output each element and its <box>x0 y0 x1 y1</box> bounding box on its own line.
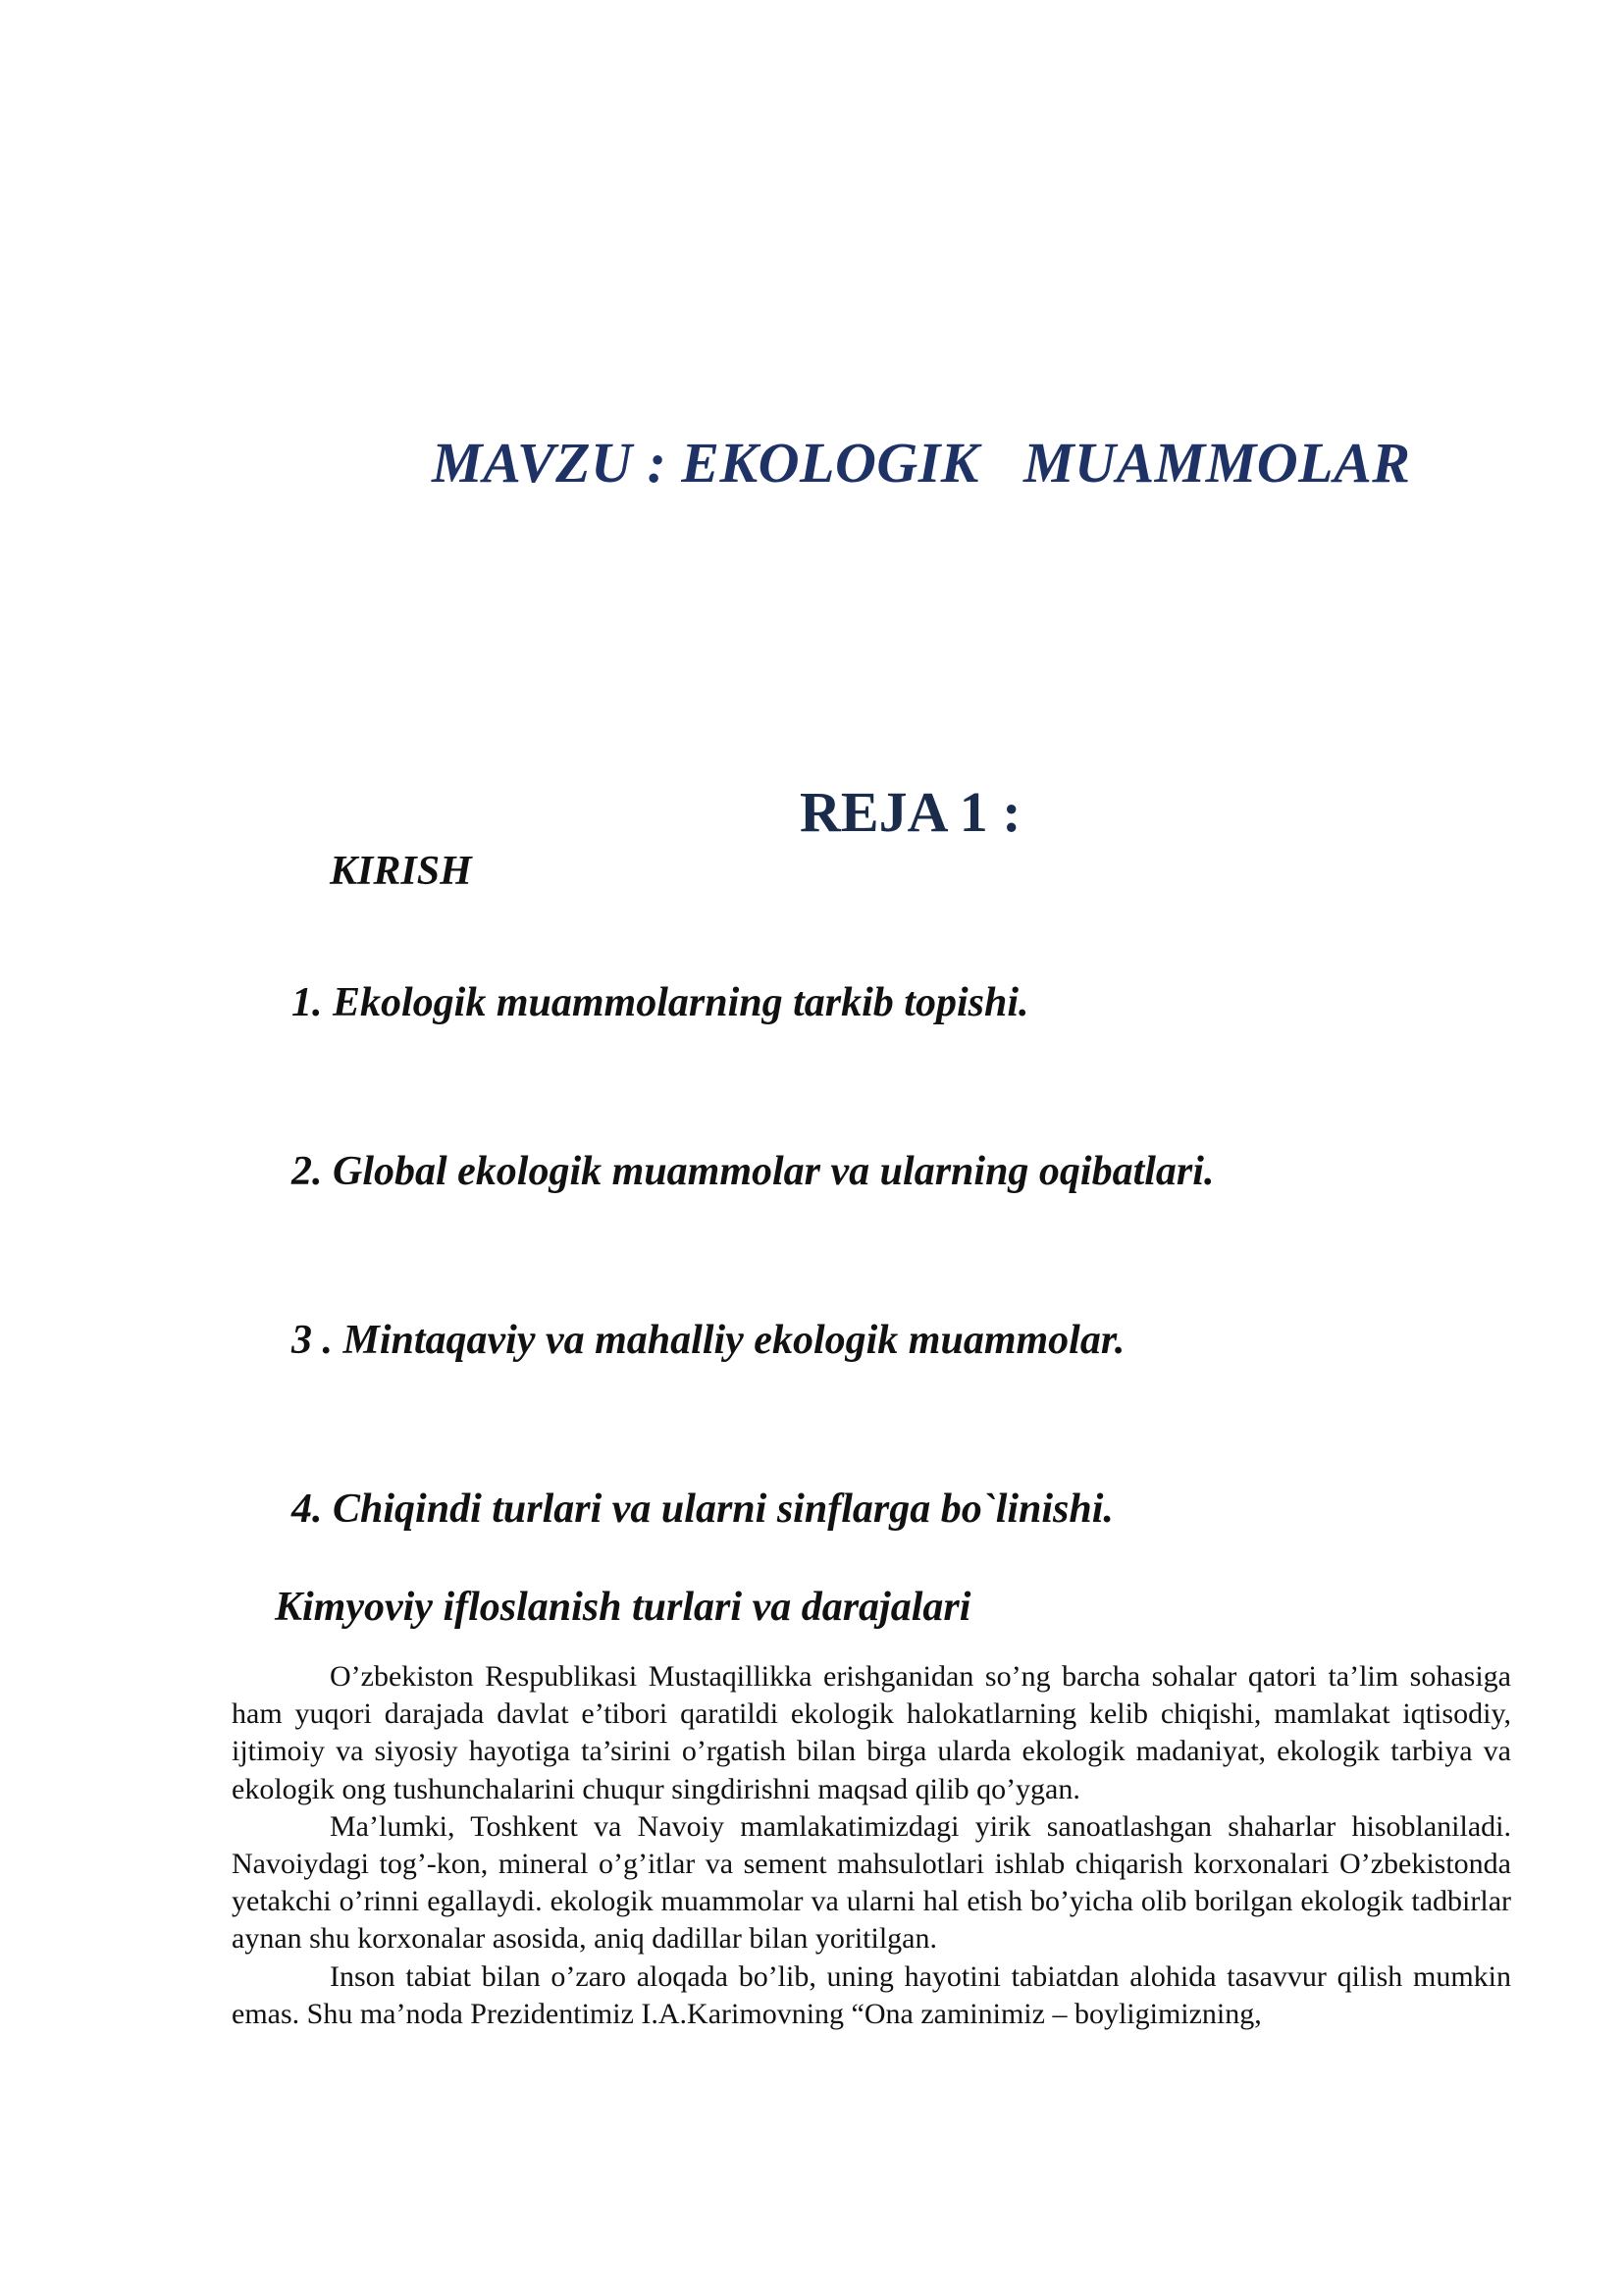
body-text <box>232 1658 1511 2033</box>
plan-item <box>230 1101 1407 1242</box>
plan-heading: REJA 1 : <box>800 780 1022 844</box>
plan-item-text: 4. Chiqindi turlari va ularni sinflarga bo`linishi. <box>291 1487 1114 1532</box>
plan-item-text: 3 . Mintaqaviy va mahalliy ekologik muammolar. <box>291 1318 1126 1363</box>
paragraph: O’zbekiston Respublikasi Mustaqillikka erishganidan so’ng barcha sohalar qatori ta’lim sohasiga ham yuqori darajada davlat e’tibori qaratildi ekologik halokatlarning kelib chiqishi, mamlakat iqtisodiy, ijtimoiy va siyosiy hayotiga ta’sirini o’rgatish bilan birga ularda ekologik madaniyat, ekologik tarbiya va ekologik ong tushunchalarini chuqur singdirishni maqsad qilib qo’ygan. <box>232 1660 1511 1805</box>
paragraph: Ma’lumki, Toshkent va Navoiy mamlakatimizdagi yirik sanoatlashgan shaharlar hisoblaniladi. Navoiydagi tog’-kon, mineral o’g’itlar va sement mahsulotlari ishlab chiqarish korxonalari O’zbekistonda yetakchi o’rinni egallaydi. ekologik muammolar va ularni hal etish bo’yicha olib borilgan ekologik tadbirlar aynan shu korxonalar asosida, aniq dadillar bilan yoritilgan. <box>232 1809 1511 1956</box>
plan-item <box>230 1270 1407 1411</box>
plan-item-continuation: Kimyoviy ifloslanish turlari va darajalari <box>275 1585 971 1630</box>
plan-item <box>230 932 1407 1073</box>
plan-item-text: 1. Ekologik muammolarning tarkib topishi. <box>291 980 1029 1025</box>
plan-list <box>230 932 1407 1756</box>
plan-item-text: 2. Global ekologik muammolar va ularning oqibatlari. <box>291 1149 1215 1194</box>
document-title: MAVZU : EKOLOGIK MUAMMOLAR <box>432 431 1411 495</box>
paragraph: Inson tabiat bilan o’zaro aloqada bo’lib, uning hayotini tabiatdan alohida tasavvur qilish mumkin emas. Shu ma’noda Prezidentimiz I.A.Karimovning “Ona zaminimiz – boyligimizning, <box>232 1959 1511 2030</box>
intro-label: KIRISH <box>330 849 472 894</box>
